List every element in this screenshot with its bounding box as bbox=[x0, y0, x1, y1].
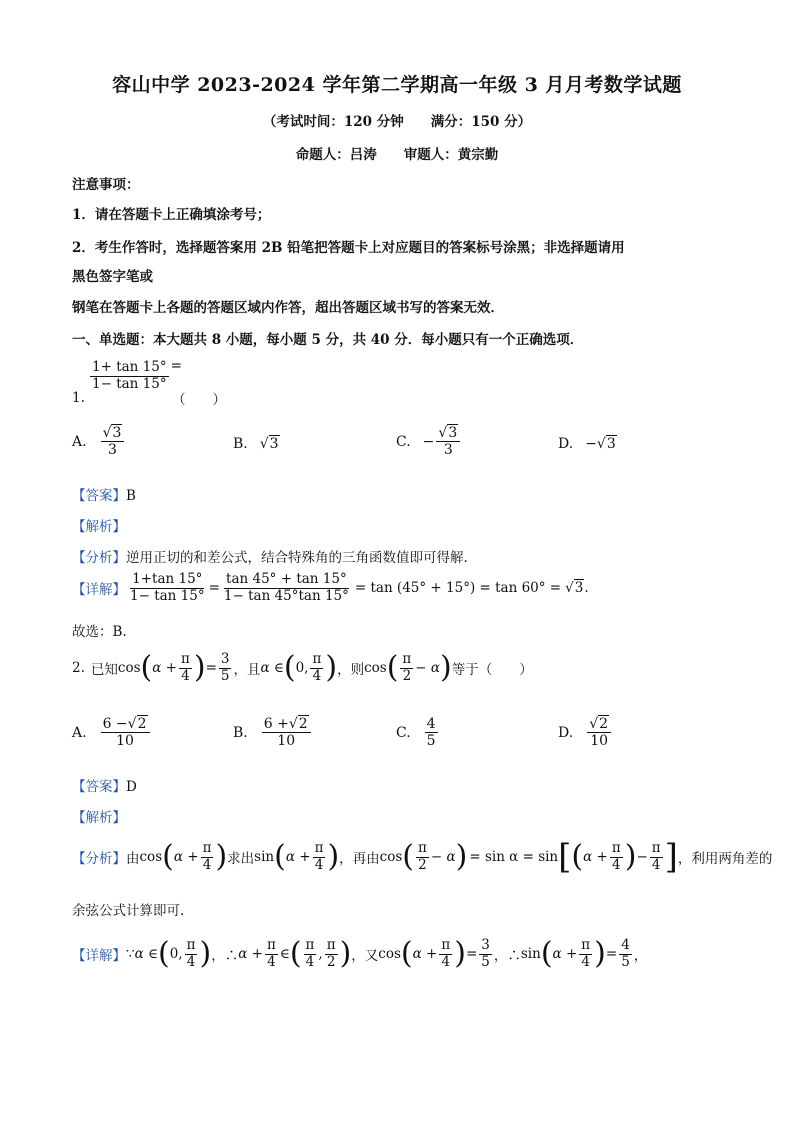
q2-f-four-3: 4 bbox=[612, 856, 621, 873]
q2-d-pi-4: π bbox=[326, 937, 336, 953]
x-frac2-den: 1− tan 45°tan 15° bbox=[223, 587, 349, 604]
q2-d-in2: ∈ bbox=[279, 946, 290, 963]
q1-numerator: 1+ tan 15° bbox=[92, 359, 167, 375]
answer-value: D bbox=[126, 779, 137, 795]
q2-f-pi-2: π bbox=[314, 839, 324, 856]
question-1-number: 1. bbox=[72, 390, 85, 406]
option-label: D. bbox=[558, 436, 574, 452]
option-label: C. bbox=[396, 433, 411, 450]
x-frac2-num: tan 45° + tan 15° bbox=[226, 571, 347, 587]
q2-d-alpha-in: α ∈ bbox=[134, 946, 158, 963]
q1-option-c[interactable]: C. − $\frac{√3}{3}$ bbox=[396, 425, 462, 458]
answer-value: B bbox=[126, 488, 136, 504]
x-rest: = tan (45° + 15°) = tan 60° = bbox=[354, 580, 562, 597]
q2-pi-2: π bbox=[312, 651, 322, 667]
q2-four-2: 4 bbox=[312, 667, 322, 684]
q2-a-den: 10 bbox=[116, 733, 134, 750]
q1-fraction bbox=[90, 360, 169, 392]
q1-d-value: 3 bbox=[606, 436, 616, 452]
q2-alpha-plus: α + bbox=[152, 660, 177, 677]
q2-5: 5 bbox=[220, 667, 230, 684]
q2-text2: ，且 bbox=[233, 662, 261, 679]
q1-b-value: 3 bbox=[269, 436, 279, 452]
q2-f-alpha-plus-2: α + bbox=[285, 849, 311, 865]
x-end: . bbox=[584, 580, 589, 597]
q2-f-sin: sin bbox=[254, 849, 275, 865]
q2-f-pi-5: π bbox=[651, 839, 661, 856]
q2-d-45-num: 4 bbox=[621, 937, 630, 953]
q1-c-sign: − bbox=[422, 433, 435, 450]
xiangjie-tag: 【详解】 bbox=[72, 582, 126, 599]
q2-minus-alpha: − α bbox=[415, 660, 441, 677]
q2-text3: ，则 bbox=[337, 662, 365, 679]
q2-zero: 0, bbox=[295, 660, 309, 677]
exam-info: （考试时间：120 分钟 满分：150 分） bbox=[262, 114, 532, 130]
question-2-stem: 2. 已知 cos ( α + $\frac{\pi}{4}$ ) = $\frac{3}{5}$ ，且 α ∈ ( 0, $\frac{\pi}{4}$ ) ，则 cos ( $\frac{\pi}{2}$ − α ) 等于（ ） bbox=[72, 650, 533, 686]
q2-cos: cos bbox=[117, 660, 141, 677]
q2-option-d[interactable]: D. $\frac{√2}{10}$ bbox=[558, 716, 613, 749]
q2-f-pi-3: π bbox=[418, 839, 427, 856]
q2-d-pi-6: π bbox=[581, 937, 591, 953]
answer-tag: 【答案】 bbox=[72, 488, 126, 504]
q2-a-num-sqrt: 2 bbox=[137, 716, 147, 732]
fenxi-text: 逆用正切的和差公式，结合特殊角的三角函数值即可得解. bbox=[126, 550, 468, 566]
option-label: A. bbox=[72, 724, 87, 741]
q2-d-four: 4 bbox=[186, 953, 196, 970]
xiangjie-tag: 【详解】 bbox=[72, 948, 126, 965]
q2-3: 3 bbox=[220, 651, 230, 667]
q2-f-minus-alpha: − α bbox=[430, 849, 456, 865]
q2-d-end: ， bbox=[633, 948, 648, 965]
q2-f-alpha-plus-3: α + bbox=[583, 849, 608, 865]
x-frac1-den: 1− tan 15° bbox=[130, 587, 205, 604]
answer-tag: 【答案】 bbox=[72, 779, 126, 795]
q2-d-cos: cos bbox=[378, 946, 401, 963]
q2-f-eq-sin: = sin α = sin bbox=[469, 849, 559, 865]
q1-a-denominator: 3 bbox=[108, 442, 117, 459]
q1-fenxi bbox=[72, 546, 468, 566]
q2-d-5: 5 bbox=[481, 953, 490, 970]
q2-d-pi-3: π bbox=[305, 937, 315, 953]
q2-d-because: ∵ bbox=[126, 946, 135, 963]
q1-denominator: 1− tan 15° bbox=[92, 375, 167, 392]
q2-d-pi-5: π bbox=[441, 937, 451, 953]
q1-choose: 故选：B. bbox=[72, 624, 127, 640]
q2-option-b[interactable]: B. $\frac{6 +√2}{10}$ bbox=[233, 716, 313, 749]
page-title: 容山中学 2023-2024 学年第二学期高一年级 3 月月考数学试题 bbox=[112, 74, 682, 96]
q2-pi: π bbox=[180, 651, 190, 667]
q2-d-alpha-plus-2: α + bbox=[412, 946, 438, 963]
q2-analysis-tag: 【解析】 bbox=[72, 810, 126, 826]
option-label: A. bbox=[72, 433, 87, 450]
q2-b-num-sqrt: 2 bbox=[298, 716, 308, 732]
q1-blank-paren: （ ） bbox=[172, 392, 226, 408]
q2-f-cos-2: cos bbox=[379, 849, 403, 865]
q2-d-pi-2: π bbox=[266, 937, 276, 953]
q2-alpha-in: α ∈ bbox=[260, 660, 284, 677]
q2-cos-2: cos bbox=[364, 660, 387, 677]
q2-text1: 已知 bbox=[90, 662, 118, 679]
notes-item-2-line1: 2．考生作答时，选择题答案用 2B 铅笔把答题卡上对应题目的答案标号涂黑；非选择题请用 bbox=[72, 240, 625, 256]
q2-d-45-den: 5 bbox=[621, 953, 630, 970]
q2-answer bbox=[72, 775, 137, 795]
q2-d-four-4: 4 bbox=[441, 953, 451, 970]
x-sqrt: 3 bbox=[574, 580, 584, 597]
q2-f-qiuchu: 求出 bbox=[227, 851, 255, 867]
q2-d-therefore1: ，∴ bbox=[211, 948, 239, 965]
question-1-stem bbox=[88, 360, 182, 392]
q2-xiangjie: 【详解】 ∵ α ∈ ( 0, $\frac{\pi}{4}$ ) ，∴ α + $\frac{\pi}{4}$ ∈ ( $\frac{\pi}{4}$ , $\frac{\pi}{2}$ ) ，又 cos ( α + $\frac{\pi}{4}$ ) = $\frac{3}{5}$ ，∴ sin ( α + $\frac{\pi}{4}$ ) = $\frac{4}{5}$ ， bbox=[72, 936, 648, 972]
q2-d-num-sqrt: 2 bbox=[599, 716, 609, 732]
q2-d-zero: 0, bbox=[169, 946, 183, 963]
q2-f-pi: π bbox=[202, 839, 212, 856]
q2-f-pi-4: π bbox=[611, 839, 621, 856]
q2-fenxi-line2: 余弦公式计算即可. bbox=[72, 903, 185, 919]
q1-c-denominator: 3 bbox=[443, 442, 453, 459]
q2-d-pi: π bbox=[186, 937, 196, 953]
q2-fenxi: 【分析】 由 cos ( α + $\frac{\pi}{4}$ ) 求出 sin ( α + $\frac{\pi}{4}$ ) ，再由 cos ( $\frac{\pi}{2}$ − α ) = sin α = sin [ ( α + $\frac{\pi}{4}$ ) − $\frac{\pi}{4}$ ] ，利用两角差的 bbox=[72, 837, 773, 877]
q2-option-c[interactable] bbox=[396, 716, 440, 749]
notes-item-1: 1．请在答题卡上正确填涂考号； bbox=[72, 207, 271, 223]
section-heading: 一、单选题：本大题共 8 小题，每小题 5 分，共 40 分．每小题只有一个正确选项． bbox=[72, 332, 584, 348]
q2-d-3: 3 bbox=[481, 937, 490, 953]
option-label: B. bbox=[233, 436, 248, 452]
question-2-number: 2. bbox=[72, 660, 85, 677]
q2-f-tail: ，利用两角差的 bbox=[677, 851, 773, 867]
q2-d-den: 10 bbox=[590, 733, 609, 750]
q2-d-alpha-plus-3: α + bbox=[552, 946, 578, 963]
q1-option-d[interactable]: D. − √3 bbox=[558, 436, 616, 452]
q2-b-den: 10 bbox=[277, 733, 296, 750]
q2-option-a[interactable]: A. $\frac{6 -√2}{10}$ bbox=[72, 716, 152, 749]
q2-four: 4 bbox=[181, 667, 190, 684]
x-frac1-num: 1+tan 15° bbox=[132, 571, 203, 587]
q1-xiangjie: 【详解】 $\frac{1+\tan 15^\circ}{1- \tan 15^\circ}$ = $\frac{\tan 45^\circ + \tan 15^\circ}{1- \tan 45^\circ\tan 15^\circ}$ = tan (45° + 15°) = tan 60° = √3 . bbox=[72, 571, 589, 604]
notes-item-2-line2: 黑色签字笔或 bbox=[72, 269, 153, 285]
q1-analysis-tag: 【解析】 bbox=[72, 519, 126, 535]
authors: 命题人：吕涛 审题人：黄宗勤 bbox=[295, 147, 499, 163]
q1-d-sign: − bbox=[585, 436, 597, 452]
q2-f-four: 4 bbox=[202, 856, 212, 873]
q2-f-alpha-plus: α + bbox=[173, 849, 199, 865]
q1-option-a[interactable]: A. $\frac{√3}{3}$ bbox=[72, 425, 126, 458]
q1-c-numerator: 3 bbox=[448, 425, 458, 441]
q2-f-two: 2 bbox=[418, 856, 427, 873]
q2-pi-3: π bbox=[402, 651, 412, 667]
fenxi-tag: 【分析】 bbox=[72, 851, 126, 867]
q2-f-four-4: 4 bbox=[651, 856, 661, 873]
option-label: B. bbox=[233, 724, 248, 741]
fenxi-tag: 【分析】 bbox=[72, 550, 126, 566]
q2-c-num: 4 bbox=[426, 716, 436, 732]
q1-a-numerator: 3 bbox=[112, 425, 122, 441]
q2-d-youcos: ，又 bbox=[351, 948, 379, 965]
option-label: D. bbox=[558, 724, 574, 741]
q2-d-sin: sin bbox=[520, 946, 541, 963]
option-label: C. bbox=[396, 724, 411, 741]
q2-d-therefore2: ，∴ bbox=[493, 948, 521, 965]
q2-a-num-pre: 6 − bbox=[102, 716, 128, 732]
q2-d-alpha-plus: α + bbox=[238, 946, 263, 963]
q2-d-four-3: 4 bbox=[305, 953, 315, 970]
q1-answer bbox=[72, 484, 136, 504]
q2-two: 2 bbox=[402, 667, 412, 684]
q1-equals: = bbox=[170, 358, 182, 375]
q2-f-zaiyou: ，再由 bbox=[339, 851, 380, 867]
q2-d-four-5: 4 bbox=[581, 953, 591, 970]
q2-f-cos: cos bbox=[139, 849, 163, 865]
notes-heading: 注意事项： bbox=[72, 177, 140, 193]
q2-d-two: 2 bbox=[326, 953, 336, 970]
notes-item-2-line3: 钢笔在答题卡上各题的答题区域内作答，超出答题区域书写的答案无效． bbox=[72, 300, 504, 316]
q2-d-four-2: 4 bbox=[267, 953, 276, 970]
q2-c-den: 5 bbox=[426, 733, 436, 750]
q2-f-four-2: 4 bbox=[314, 856, 324, 873]
q2-f-you: 由 bbox=[126, 851, 140, 867]
q2-b-num-pre: 6 + bbox=[263, 716, 289, 732]
q1-option-b[interactable]: B. √3 bbox=[233, 436, 279, 452]
q2-text4: 等于（ ） bbox=[451, 662, 533, 679]
